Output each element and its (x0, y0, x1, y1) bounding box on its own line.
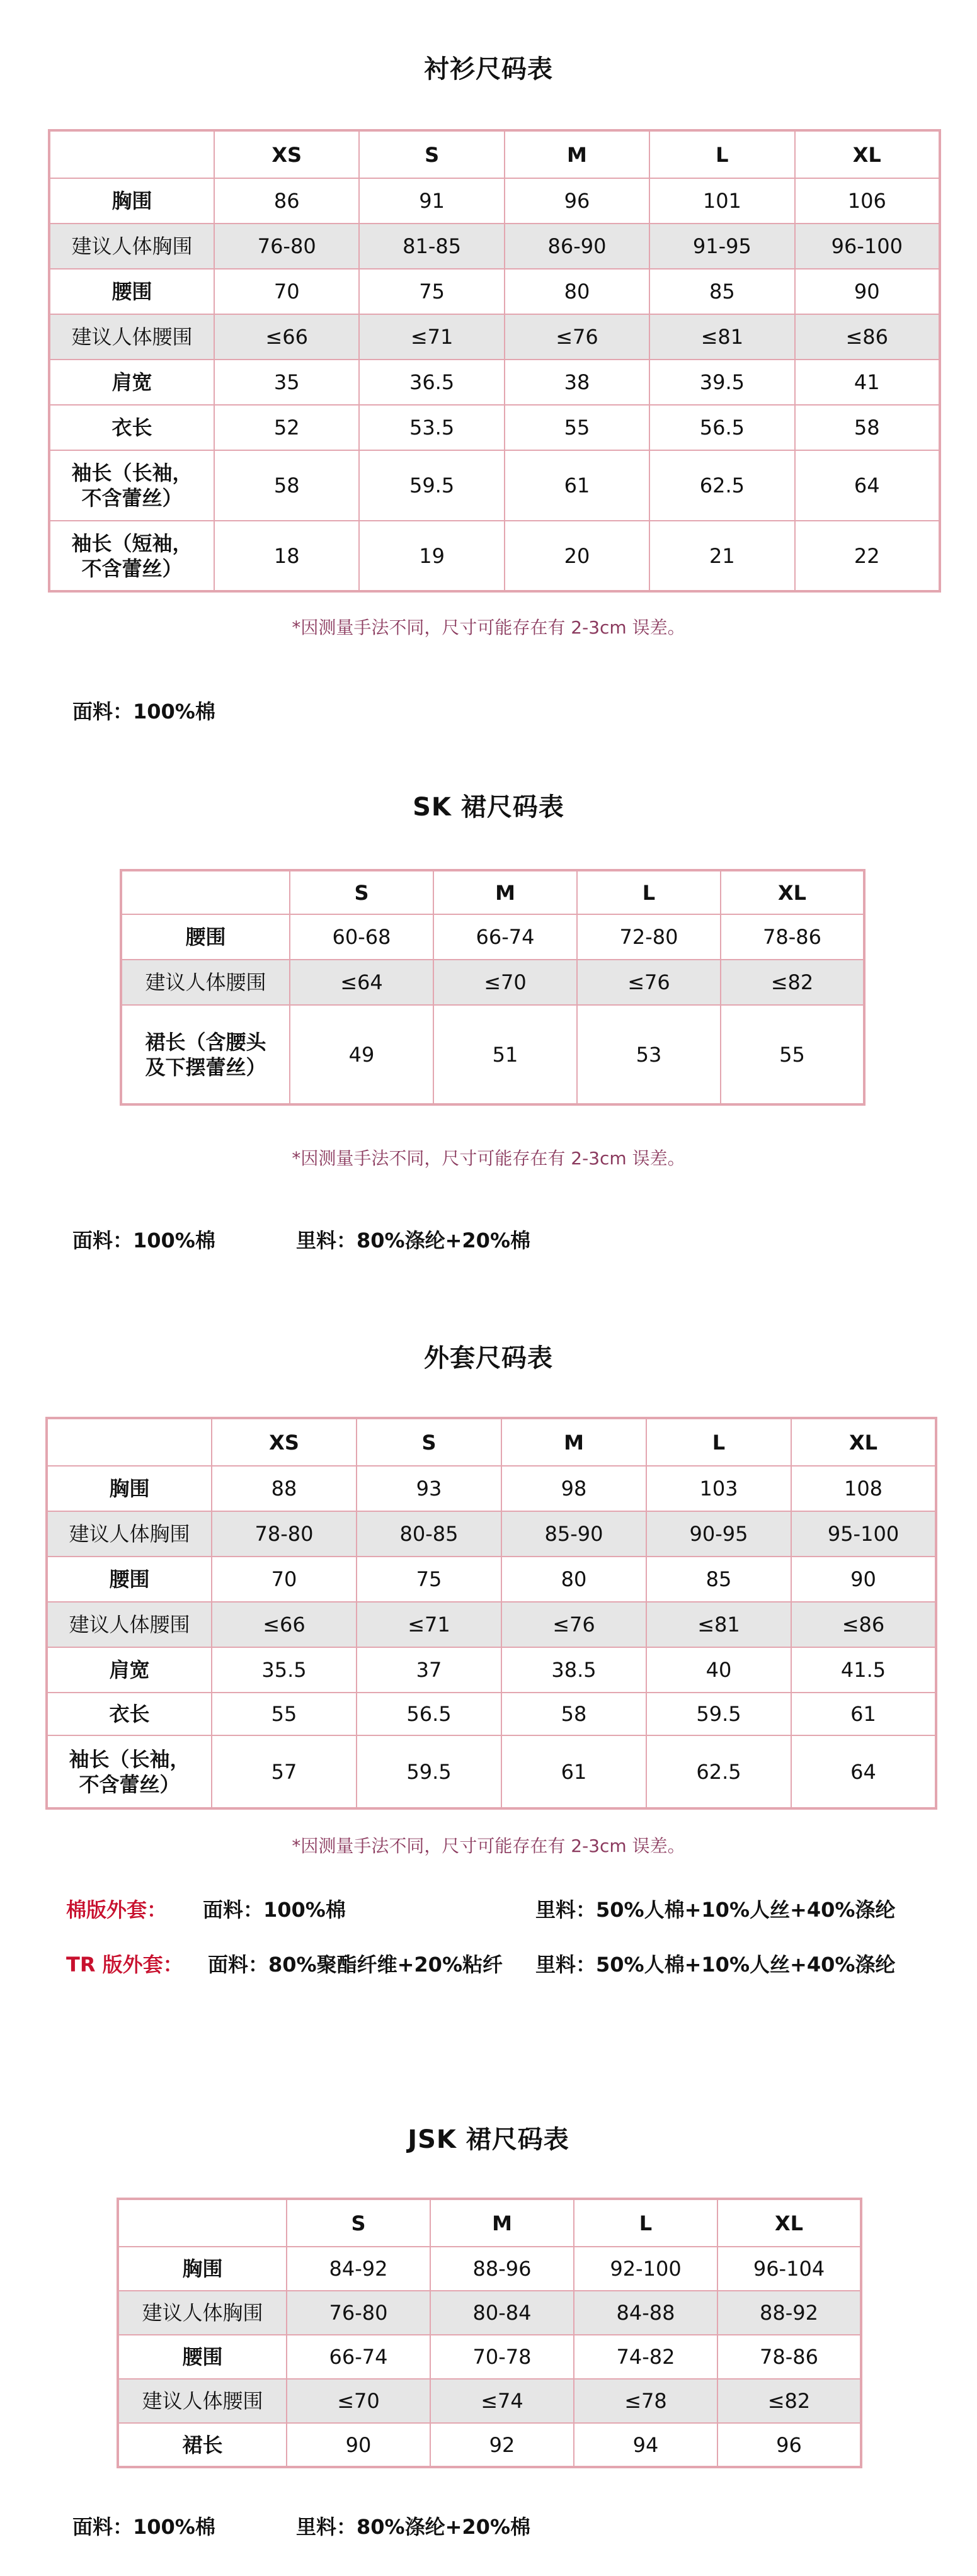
size-value-cell: 78-80 (212, 1511, 357, 1557)
table-row (47, 1735, 936, 1808)
coat-cotton-label: 棉版外套： (66, 1898, 168, 1922)
table-row (47, 1693, 936, 1735)
size-value-cell: 91 (359, 178, 504, 224)
size-value-cell: 101 (649, 178, 794, 224)
row-label: 胸围 (118, 2247, 287, 2291)
size-value-cell: 37 (357, 1647, 501, 1693)
size-value-cell: 38 (505, 360, 649, 405)
size-value-cell: 64 (795, 450, 940, 521)
size-value-cell: 84-92 (287, 2247, 430, 2291)
size-header-m: M (501, 1418, 646, 1466)
size-value-cell: ≤70 (433, 960, 577, 1005)
size-value-cell: 58 (795, 405, 940, 450)
table-row (49, 224, 940, 269)
size-value-cell: 80 (505, 269, 649, 314)
size-value-cell: 80 (501, 1557, 646, 1602)
header-row (118, 2199, 861, 2247)
coat-cotton-lining: 里料：50%人棉+10%人丝+40%涤纶 (535, 1898, 896, 1922)
size-value-cell: 96 (505, 178, 649, 224)
size-header-xs: XS (214, 130, 359, 178)
size-value-cell: 61 (505, 450, 649, 521)
size-value-cell: ≤81 (649, 314, 794, 360)
table-row (47, 1602, 936, 1647)
row-label: 袖长（长袖， 不含蕾丝） (49, 450, 214, 521)
size-header-m: M (433, 870, 577, 914)
jsk-size-table (117, 2198, 862, 2468)
size-value-cell: 59.5 (359, 450, 504, 521)
size-value-cell: 61 (501, 1735, 646, 1808)
size-value-cell: 70 (214, 269, 359, 314)
size-value-cell: 35.5 (212, 1647, 357, 1693)
coat-tr-label: TR 版外套： (66, 1953, 183, 1977)
size-value-cell: ≤71 (357, 1602, 501, 1647)
size-header-s: S (357, 1418, 501, 1466)
table-row (118, 2247, 861, 2291)
size-value-cell: 22 (795, 521, 940, 591)
size-value-cell: 21 (649, 521, 794, 591)
size-value-cell: 76-80 (214, 224, 359, 269)
row-label: 建议人体腰围 (121, 960, 290, 1005)
table-row (118, 2379, 861, 2423)
size-value-cell: 80-84 (430, 2291, 574, 2335)
size-header-l: L (577, 870, 721, 914)
size-value-cell: 19 (359, 521, 504, 591)
size-value-cell: 76-80 (287, 2291, 430, 2335)
size-value-cell: 56.5 (357, 1693, 501, 1735)
size-value-cell: 64 (791, 1735, 936, 1808)
size-value-cell: 86-90 (505, 224, 649, 269)
table-row (49, 450, 940, 521)
size-value-cell: 35 (214, 360, 359, 405)
size-value-cell: 59.5 (646, 1693, 791, 1735)
size-value-cell: ≤64 (290, 960, 433, 1005)
size-value-cell: ≤82 (721, 960, 864, 1005)
size-value-cell: 41 (795, 360, 940, 405)
table-row (121, 1005, 864, 1104)
coat-title: 外套尺码表 (424, 1344, 553, 1373)
jsk-title: JSK 裙尺码表 (408, 2125, 569, 2154)
table-row (118, 2423, 861, 2467)
size-value-cell: ≤76 (501, 1602, 646, 1647)
row-label: 肩宽 (47, 1647, 212, 1693)
shirt-title: 衬衫尺码表 (424, 55, 553, 84)
size-value-cell: 52 (214, 405, 359, 450)
size-value-cell: ≤74 (430, 2379, 574, 2423)
size-value-cell: ≤86 (791, 1602, 936, 1647)
size-header-s: S (359, 130, 504, 178)
size-value-cell: ≤76 (505, 314, 649, 360)
size-value-cell: 55 (505, 405, 649, 450)
size-value-cell: ≤78 (574, 2379, 717, 2423)
size-value-cell: 62.5 (646, 1735, 791, 1808)
table-row (49, 360, 940, 405)
size-header-m: M (430, 2199, 574, 2247)
size-value-cell: 75 (359, 269, 504, 314)
size-value-cell: 96 (717, 2423, 861, 2467)
table-row (47, 1511, 936, 1557)
header-row (49, 130, 940, 178)
size-value-cell: 85-90 (501, 1511, 646, 1557)
corner-cell (121, 870, 290, 914)
size-value-cell: 93 (357, 1466, 501, 1511)
header-row (121, 870, 864, 914)
size-value-cell: 95-100 (791, 1511, 936, 1557)
size-value-cell: ≤86 (795, 314, 940, 360)
row-label: 建议人体胸围 (49, 224, 214, 269)
size-value-cell: 72-80 (577, 914, 721, 960)
size-value-cell: 90-95 (646, 1511, 791, 1557)
size-value-cell: 40 (646, 1647, 791, 1693)
size-value-cell: 96-104 (717, 2247, 861, 2291)
table-row (118, 2335, 861, 2379)
coat-note: *因测量手法不同，尺寸可能存在有 2-3cm 误差。 (292, 1836, 685, 1856)
size-header-l: L (649, 130, 794, 178)
size-value-cell: ≤81 (646, 1602, 791, 1647)
size-value-cell: 74-82 (574, 2335, 717, 2379)
table-row (118, 2291, 861, 2335)
table-row (121, 960, 864, 1005)
size-value-cell: 58 (214, 450, 359, 521)
row-label: 建议人体腰围 (47, 1602, 212, 1647)
size-header-xl: XL (795, 130, 940, 178)
size-value-cell: ≤82 (717, 2379, 861, 2423)
size-value-cell: 85 (646, 1557, 791, 1602)
size-value-cell: 60-68 (290, 914, 433, 960)
table-row (49, 405, 940, 450)
row-label: 建议人体胸围 (47, 1511, 212, 1557)
size-value-cell: 86 (214, 178, 359, 224)
corner-cell (47, 1418, 212, 1466)
size-value-cell: 103 (646, 1466, 791, 1511)
size-value-cell: 58 (501, 1693, 646, 1735)
size-value-cell: 90 (287, 2423, 430, 2467)
size-value-cell: 53 (577, 1005, 721, 1104)
size-value-cell: 91-95 (649, 224, 794, 269)
size-value-cell: 59.5 (357, 1735, 501, 1808)
size-value-cell: 80-85 (357, 1511, 501, 1557)
size-value-cell: 84-88 (574, 2291, 717, 2335)
table-row (49, 521, 940, 591)
corner-cell (118, 2199, 287, 2247)
coat-cotton-outer: 面料：100%棉 (203, 1898, 346, 1922)
size-header-l: L (574, 2199, 717, 2247)
size-value-cell: 94 (574, 2423, 717, 2467)
size-value-cell: 78-86 (721, 914, 864, 960)
table-row (49, 314, 940, 360)
sk-size-table (120, 869, 866, 1106)
size-value-cell: 88-96 (430, 2247, 574, 2291)
size-header-xl: XL (717, 2199, 861, 2247)
coat-size-table (45, 1417, 937, 1810)
size-value-cell: ≤76 (577, 960, 721, 1005)
size-value-cell: 81-85 (359, 224, 504, 269)
size-header-xl: XL (721, 870, 864, 914)
size-value-cell: 62.5 (649, 450, 794, 521)
size-value-cell: 92 (430, 2423, 574, 2467)
shirt-size-table (48, 129, 941, 593)
size-value-cell: ≤70 (287, 2379, 430, 2423)
size-value-cell: 41.5 (791, 1647, 936, 1693)
size-value-cell: 56.5 (649, 405, 794, 450)
size-value-cell: 49 (290, 1005, 433, 1104)
table-row (49, 178, 940, 224)
size-value-cell: 70-78 (430, 2335, 574, 2379)
size-value-cell: ≤66 (214, 314, 359, 360)
size-value-cell: 108 (791, 1466, 936, 1511)
sk-fabric-lining: 里料：80%涤纶+20%棉 (296, 1228, 531, 1252)
size-value-cell: 78-86 (717, 2335, 861, 2379)
row-label: 腰围 (121, 914, 290, 960)
size-value-cell: 90 (791, 1557, 936, 1602)
table-row (49, 269, 940, 314)
sk-note: *因测量手法不同，尺寸可能存在有 2-3cm 误差。 (292, 1148, 685, 1169)
row-label: 腰围 (118, 2335, 287, 2379)
size-value-cell: 66-74 (287, 2335, 430, 2379)
sk-fabric-outer: 面料：100%棉 (72, 1228, 215, 1252)
row-label: 建议人体胸围 (118, 2291, 287, 2335)
size-value-cell: 90 (795, 269, 940, 314)
row-label: 衣长 (47, 1693, 212, 1735)
size-value-cell: 96-100 (795, 224, 940, 269)
shirt-note: *因测量手法不同，尺寸可能存在有 2-3cm 误差。 (292, 617, 685, 638)
row-label: 袖长（长袖， 不含蕾丝） (47, 1735, 212, 1808)
size-value-cell: 92-100 (574, 2247, 717, 2291)
table-row (47, 1647, 936, 1693)
table-row (121, 914, 864, 960)
jsk-fabric-outer: 面料：100%棉 (72, 2515, 215, 2539)
header-row (47, 1418, 936, 1466)
size-value-cell: 38.5 (501, 1647, 646, 1693)
size-value-cell: 106 (795, 178, 940, 224)
size-value-cell: 55 (721, 1005, 864, 1104)
table-row (47, 1557, 936, 1602)
row-label: 腰围 (47, 1557, 212, 1602)
size-value-cell: 88 (212, 1466, 357, 1511)
sk-title: SK 裙尺码表 (413, 793, 564, 822)
row-label: 建议人体腰围 (118, 2379, 287, 2423)
size-value-cell: ≤71 (359, 314, 504, 360)
size-value-cell: 57 (212, 1735, 357, 1808)
size-value-cell: 18 (214, 521, 359, 591)
size-value-cell: 20 (505, 521, 649, 591)
row-label: 裙长 (118, 2423, 287, 2467)
row-label: 胸围 (47, 1466, 212, 1511)
size-value-cell: 61 (791, 1693, 936, 1735)
size-header-xs: XS (212, 1418, 357, 1466)
size-value-cell: 88-92 (717, 2291, 861, 2335)
size-header-s: S (290, 870, 433, 914)
coat-tr-lining: 里料：50%人棉+10%人丝+40%涤纶 (535, 1953, 896, 1977)
row-label: 肩宽 (49, 360, 214, 405)
row-label: 袖长（短袖， 不含蕾丝） (49, 521, 214, 591)
jsk-fabric-lining: 里料：80%涤纶+20%棉 (296, 2515, 531, 2539)
row-label: 胸围 (49, 178, 214, 224)
size-value-cell: 85 (649, 269, 794, 314)
size-header-xl: XL (791, 1418, 936, 1466)
size-value-cell: 55 (212, 1693, 357, 1735)
size-value-cell: 39.5 (649, 360, 794, 405)
coat-tr-outer: 面料：80%聚酯纤维+20%粘纤 (208, 1953, 503, 1977)
shirt-fabric: 面料：100%棉 (72, 700, 215, 723)
table-row (47, 1466, 936, 1511)
row-label: 建议人体腰围 (49, 314, 214, 360)
size-header-m: M (505, 130, 649, 178)
size-header-l: L (646, 1418, 791, 1466)
size-value-cell: 53.5 (359, 405, 504, 450)
row-label: 衣长 (49, 405, 214, 450)
size-value-cell: 75 (357, 1557, 501, 1602)
size-value-cell: 66-74 (433, 914, 577, 960)
corner-cell (49, 130, 214, 178)
size-value-cell: 98 (501, 1466, 646, 1511)
size-header-s: S (287, 2199, 430, 2247)
size-value-cell: ≤66 (212, 1602, 357, 1647)
size-value-cell: 70 (212, 1557, 357, 1602)
row-label: 裙长（含腰头 及下摆蕾丝） (121, 1005, 290, 1104)
size-value-cell: 36.5 (359, 360, 504, 405)
size-value-cell: 51 (433, 1005, 577, 1104)
row-label: 腰围 (49, 269, 214, 314)
